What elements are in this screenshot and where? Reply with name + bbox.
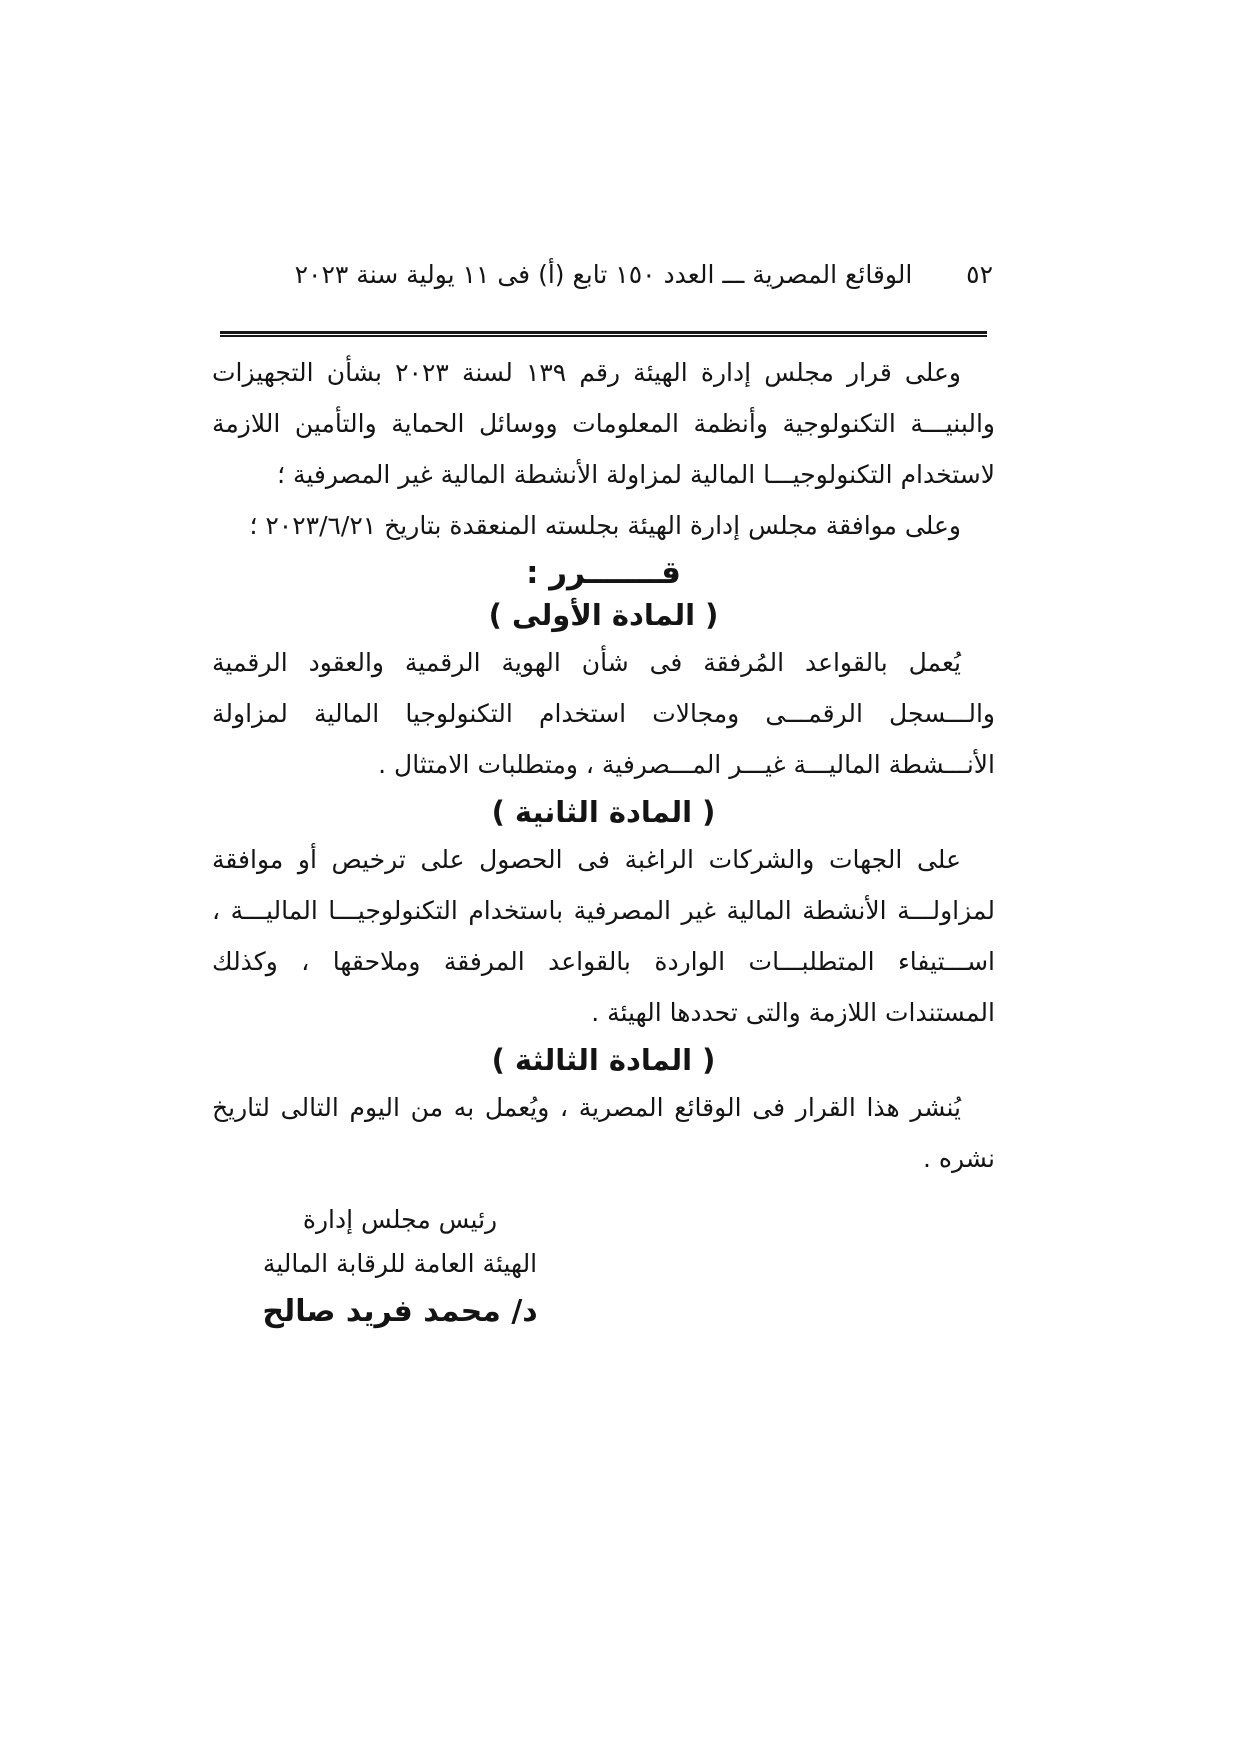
decree-decision-word: قـــــــرر : — [526, 555, 681, 591]
article-3-heading: ( المادة الثالثة ) — [491, 1043, 716, 1077]
preamble-equipment-paragraph: وعلى قرار مجلس إدارة الهيئة رقم ١٣٩ لسنة ٢٠٢٣ بشأن التجهيزات والبنيـــة التكنولوجية وأنظمة المعلومات ووسائل الحماية والتأمين اللازمة لاستخدام التكنولوجيـــا المالية لمزاولة الأنشطة المالية غير المصرفية ؛ — [212, 358, 995, 489]
header-rule — [220, 331, 987, 337]
article-2-heading: ( المادة الثانية ) — [491, 795, 716, 829]
signatory-name: د/ محمد فريد صالح — [262, 1294, 538, 1329]
signature-organization: الهيئة العامة للرقابة المالية — [262, 1249, 538, 1278]
signature-block — [245, 1198, 555, 1336]
article-1-text: يُعمل بالقواعد المُرفقة فى شأن الهوية الرقمية والعقود الرقمية والـــسجل الرقمـــى ومجالات استخدام التكنولوجيا المالية لمزاولة الأنـــشطة الماليـــة غيـــر المـــصرفية ، ومتطلبات الامتثال . — [212, 648, 995, 779]
page-content — [212, 252, 995, 1336]
page-number: ٥٢ — [966, 260, 993, 289]
article-3-text: يُنشر هذا القرار فى الوقائع المصرية ، ويُعمل به من اليوم التالى لتاريخ نشره . — [212, 1093, 995, 1173]
signature-title: رئيس مجلس إدارة — [302, 1205, 498, 1234]
gazette-header-title: الوقائع المصرية ـــ العدد ١٥٠ تابع (أ) فى ١١ يولية سنة ٢٠٢٣ — [294, 260, 913, 289]
preamble-approval-paragraph: وعلى موافقة مجلس إدارة الهيئة بجلسته المنعقدة بتاريخ ٢٠٢٣/٦/٢١ ؛ — [249, 511, 961, 540]
page-header — [212, 252, 995, 298]
article-1-heading: ( المادة الأولى ) — [488, 598, 719, 632]
article-2-text: على الجهات والشركات الراغبة فى الحصول على ترخيص أو موافقة لمزاولـــة الأنشطة المالية غير المصرفية باستخدام التكنولوجيـــا الماليـــة ، اســـتيفاء المتطلبـــات الواردة بالقواعد المرفقة وملاحقها ، وكذلك المستندات اللازمة والتى تحددها الهيئة . — [212, 845, 995, 1027]
